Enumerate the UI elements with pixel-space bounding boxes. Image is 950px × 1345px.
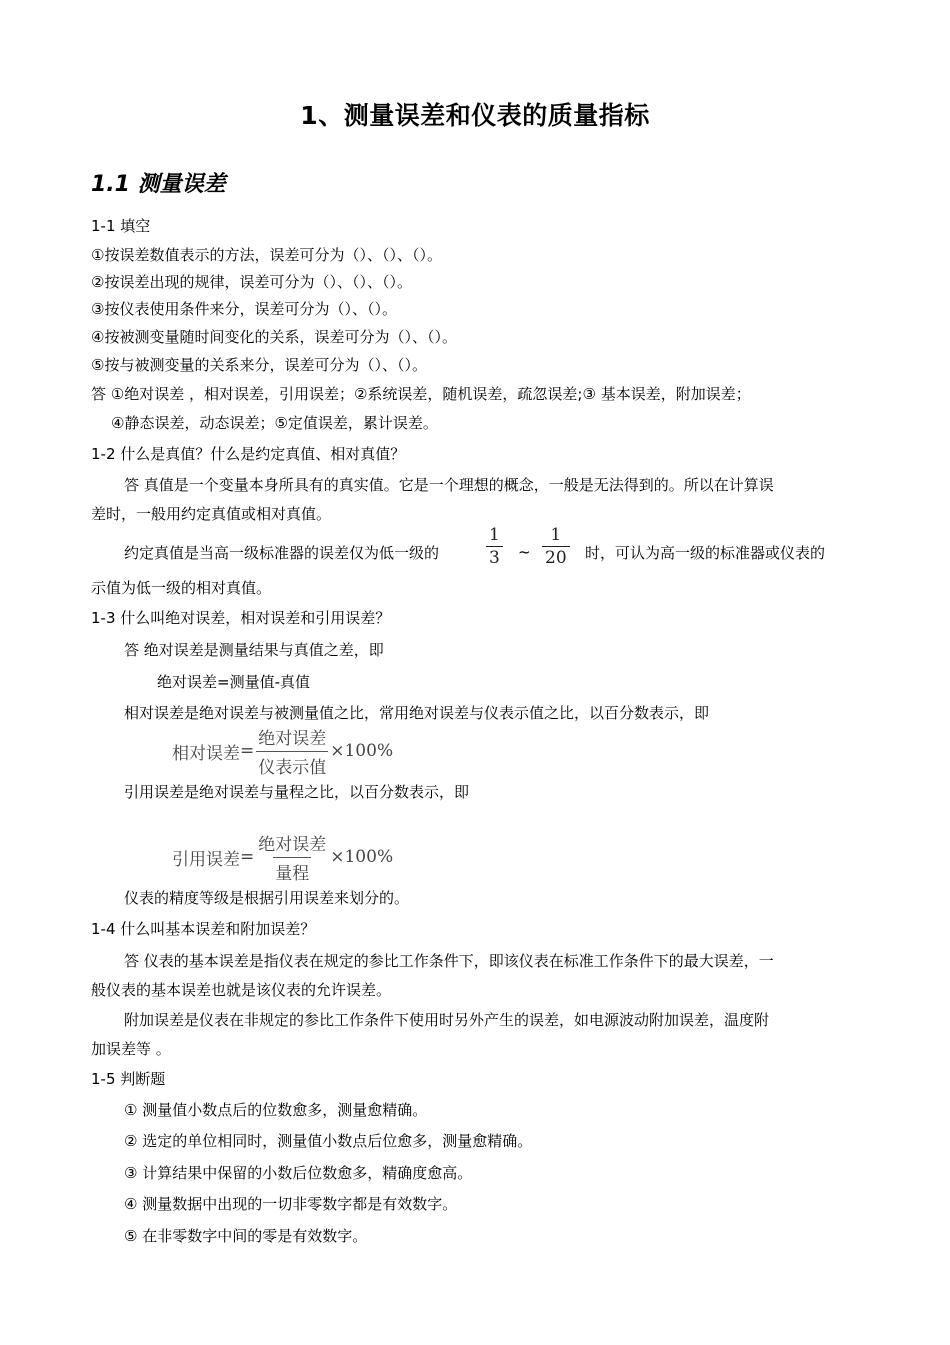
fraction-one-third bbox=[486, 525, 503, 568]
answer-text: ④静态误差，动态误差；⑤定值误差，累计误差。 bbox=[111, 414, 438, 432]
answer-text: 答 真值是一个变量本身所具有的真实值。它是一个理想的概念，一般是无法得到的。所以在计算误 bbox=[124, 476, 774, 494]
answer-text: 相对误差是绝对误差与被测量值之比，常用绝对误差与仪表示值之比，以百分数表示，即 bbox=[124, 704, 710, 722]
question-heading: 1-3 什么叫绝对误差，相对误差和引用误差？ bbox=[91, 609, 391, 627]
answer-text: 时，可认为高一级的标准器或仪表的 bbox=[585, 544, 826, 562]
answer-text: 答 ①绝对误差 ，相对误差，引用误差；②系统误差，随机误差，疏忽误差;③ 基本误差，附加误差； bbox=[91, 385, 751, 403]
judgment-item: ② 选定的单位相同时，测量值小数点后位愈多，测量愈精确。 bbox=[124, 1132, 533, 1150]
fill-blank-item: ③按仪表使用条件来分，误差可分为（）、（）。 bbox=[91, 300, 397, 318]
fill-blank-item: ②按误差出现的规律，误差可分为（）、（）、（）。 bbox=[91, 273, 412, 291]
formula-fraction bbox=[256, 724, 328, 778]
judgment-item: ① 测量值小数点后的位数愈多，测量愈精确。 bbox=[124, 1101, 428, 1119]
formula-lhs: 引用误差 bbox=[172, 849, 240, 870]
answer-text: 般仪表的基本误差也就是该仪表的允许误差。 bbox=[91, 981, 392, 999]
answer-text: 答 仪表的基本误差是指仪表在规定的参比工作条件下，即该仪表在标准工作条件下的最大误差，一 bbox=[124, 952, 774, 970]
fraction-denominator: 量程 bbox=[273, 857, 311, 884]
answer-text: 约定真值是当高一级标准器的误差仅为低一级的 bbox=[124, 544, 440, 562]
range-tilde: ~ bbox=[518, 543, 531, 561]
question-heading: 1-2 什么是真值？什么是约定真值、相对真值？ bbox=[91, 445, 406, 463]
formula-equals: = bbox=[240, 847, 255, 867]
formula-multiplier: ×100% bbox=[330, 741, 394, 761]
judgment-item: ③ 计算结果中保留的小数后位数愈多，精确度愈高。 bbox=[124, 1164, 473, 1182]
formula-fraction bbox=[256, 830, 328, 884]
relative-error-formula bbox=[172, 724, 393, 778]
formula-multiplier: ×100% bbox=[330, 847, 394, 867]
formula-lhs: 相对误差 bbox=[172, 743, 240, 764]
fraction-denominator: 仪表示值 bbox=[256, 751, 328, 778]
formula-equals: = bbox=[240, 741, 255, 761]
question-heading: 1-1 填空 bbox=[91, 217, 151, 235]
fraction-numerator: 1 bbox=[489, 525, 500, 545]
question-heading: 1-4 什么叫基本误差和附加误差？ bbox=[91, 920, 316, 938]
section-heading: 1.1 测量误差 bbox=[91, 172, 226, 197]
fraction-numerator: 1 bbox=[550, 525, 562, 545]
fill-blank-item: ①按误差数值表示的方法，误差可分为（）、（）、（）。 bbox=[91, 246, 442, 264]
document-title: 1、测量误差和仪表的质量指标 bbox=[300, 101, 650, 130]
answer-text: 示值为低一级的相对真值。 bbox=[91, 579, 272, 597]
question-heading: 1-5 判断题 bbox=[91, 1070, 166, 1088]
answer-text: 差时，一般用约定真值或相对真值。 bbox=[91, 505, 332, 523]
answer-text: 仪表的精度等级是根据引用误差来划分的。 bbox=[124, 889, 410, 907]
judgment-item: ⑤ 在非零数字中间的零是有效数字。 bbox=[124, 1227, 368, 1245]
reference-error-formula bbox=[172, 830, 393, 884]
equation-text: 绝对误差=测量值-真值 bbox=[157, 673, 310, 691]
fraction-denominator: 20 bbox=[542, 546, 570, 568]
fraction-numerator: 绝对误差 bbox=[258, 835, 327, 855]
fraction-one-twentieth bbox=[542, 525, 570, 568]
answer-text: 加误差等 。 bbox=[91, 1040, 171, 1058]
judgment-item: ④ 测量数据中出现的一切非零数字都是有效数字。 bbox=[124, 1195, 458, 1213]
fill-blank-item: ④按被测变量随时间变化的关系，误差可分为（）、（）。 bbox=[91, 328, 457, 346]
answer-text: 引用误差是绝对误差与量程之比，以百分数表示，即 bbox=[124, 783, 470, 801]
fraction-numerator: 绝对误差 bbox=[258, 729, 327, 749]
answer-text: 答 绝对误差是测量结果与真值之差，即 bbox=[124, 641, 384, 659]
answer-text: 附加误差是仪表在非规定的参比工作条件下使用时另外产生的误差，如电源波动附加误差，温度附 bbox=[124, 1011, 770, 1029]
fraction-denominator: 3 bbox=[486, 546, 503, 568]
fill-blank-item: ⑤按与被测变量的关系来分，误差可分为（）、（）。 bbox=[91, 356, 427, 374]
